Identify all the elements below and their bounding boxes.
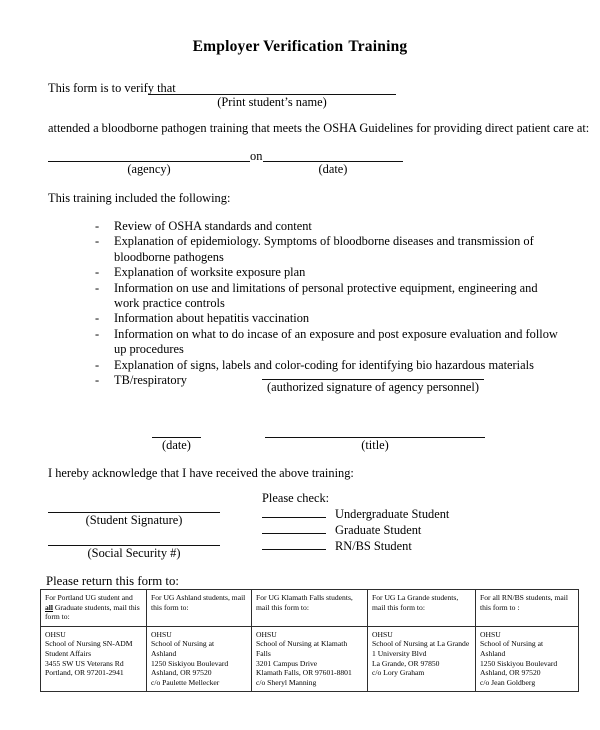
training-included-text: This training included the following:: [48, 191, 231, 205]
address-line: Falls: [256, 648, 271, 658]
list-item-label: TB/respiratory: [114, 373, 187, 388]
agency-caption: (agency): [127, 162, 171, 176]
address-line: 3201 Campus Drive: [256, 658, 318, 668]
list-item: [95, 327, 560, 358]
bullet-dash-icon: -: [95, 280, 100, 295]
address-line: School of Nursing at: [151, 639, 215, 649]
list-item-label: Explanation of worksite exposure plan: [114, 265, 306, 280]
bullet-dash-icon: -: [95, 373, 100, 388]
agency-title-caption: (title): [361, 438, 389, 452]
list-item-label: Review of OSHA standards and content: [114, 219, 312, 233]
address-line: c/o Jean Goldberg: [480, 677, 536, 687]
student-signature-caption: (Student Signature): [85, 513, 183, 527]
address-line: Ashland, OR 97520: [480, 668, 541, 678]
acknowledge-text: I hereby acknowledge that I have received the above training:: [48, 466, 354, 480]
address-line: 1250 Siskiyou Boulevard: [151, 658, 229, 668]
address-line: OHSU: [480, 629, 501, 639]
checkbox-blank[interactable]: [262, 506, 326, 518]
table-cell-address-rnbs: [476, 626, 579, 692]
print-student-name-caption: (Print student’s name): [217, 95, 327, 109]
bullet-dash-icon: -: [95, 219, 100, 233]
authorized-signature-caption: (authorized signature of agency personnel): [267, 380, 479, 394]
list-item: [95, 219, 560, 234]
check-option-graduate[interactable]: [262, 522, 449, 538]
list-item-label: Explanation of epidemiology. Symptoms of bloodborne diseases and transmission of bloodborne pathogens: [114, 234, 534, 264]
address-line: Ashland: [480, 648, 506, 658]
header-text-pre: For UG Ashland students, mail this form to:: [151, 593, 246, 612]
header-text-pre: For UG Klamath Falls students, mail this form to:: [256, 593, 353, 612]
bullet-dash-icon: -: [95, 265, 100, 280]
check-option-undergraduate[interactable]: [262, 506, 449, 522]
please-check-label: Please check:: [262, 491, 330, 505]
list-item-label: Information about hepatitis vaccination: [114, 311, 310, 326]
address-line: School of Nursing at La Grande: [372, 639, 470, 649]
list-item-label: Information on use and limitations of personal protective equipment, engineering and work practice controls: [114, 280, 538, 311]
list-item-label: Explanation of signs, labels and color-coding for identifying bio hazardous materials: [114, 357, 534, 372]
table-cell-address-klamath-falls: [252, 626, 368, 692]
address-line: Portland, OR 97201-2941: [45, 668, 124, 678]
check-option-rnbs[interactable]: [262, 538, 449, 554]
bullet-dash-icon: -: [95, 326, 100, 341]
address-line: School of Nursing at Klamath: [256, 639, 348, 649]
address-line: Ashland: [151, 648, 177, 658]
table-header-cell-klamath-falls: [252, 590, 368, 627]
checkbox-blank[interactable]: [262, 538, 326, 550]
address-line: Student Affairs: [45, 648, 92, 658]
table-header-cell-rnbs: [476, 590, 579, 627]
table-header-cell-la-grande: [368, 590, 476, 627]
address-line: OHSU: [45, 629, 66, 639]
page-title-part-2: Training: [348, 38, 408, 55]
header-text-post: Graduate students, mail this form to:: [45, 602, 140, 622]
table-row-headers: [41, 590, 579, 627]
table-cell-address-portland: [41, 626, 147, 692]
student-type-check-list: [262, 506, 449, 554]
list-item: [95, 358, 560, 373]
bullet-dash-icon: -: [95, 234, 100, 249]
attended-text: attended a bloodborne pathogen training that meets the OSHA Guidelines for providing direct patient care at:: [48, 121, 590, 135]
address-line: OHSU: [372, 629, 393, 639]
table-header-cell-ashland: [147, 590, 252, 627]
table-row-addresses: [41, 626, 579, 692]
bullet-dash-icon: -: [95, 311, 100, 326]
header-text-pre: For Portland UG student and: [45, 593, 133, 602]
address-line: 3455 SW US Veterans Rd: [45, 658, 124, 668]
table-cell-address-ashland: [147, 626, 252, 692]
page-title: [0, 38, 600, 56]
header-text-pre: For all RN/BS students, mail this form to :: [480, 593, 568, 612]
bullet-dash-icon: -: [95, 357, 100, 372]
address-line: La Grande, OR 97850: [372, 658, 440, 668]
address-line: c/o Lory Graham: [372, 668, 425, 678]
check-option-label: Graduate Student: [335, 523, 422, 537]
address-line: 1 University Blvd: [372, 648, 427, 658]
list-item: [95, 265, 560, 280]
list-item: [95, 311, 560, 326]
page-title-part-1: Employer Verification: [192, 38, 344, 55]
address-line: c/o Paulette Mellecker: [151, 677, 220, 687]
checkbox-blank[interactable]: [262, 522, 326, 534]
address-line: School of Nursing SN-ADM: [45, 639, 133, 649]
list-item: [95, 234, 560, 265]
date-caption: (date): [318, 162, 348, 176]
address-line: OHSU: [151, 629, 172, 639]
address-line: 1250 Siskiyou Boulevard: [480, 658, 558, 668]
training-topics-list: [95, 219, 560, 388]
address-line: Klamath Falls, OR 97601-8801: [256, 668, 352, 678]
return-address-table: [40, 589, 579, 692]
social-security-caption: (Social Security #): [87, 546, 181, 560]
list-item-label: Information on what to do incase of an exposure and post exposure evaluation and follow up procedures: [114, 326, 558, 357]
address-line: Ashland, OR 97520: [151, 668, 212, 678]
table-header-cell-portland: [41, 590, 147, 627]
check-option-label: Undergraduate Student: [335, 507, 450, 521]
on-label: on: [250, 149, 263, 163]
header-text-pre: For UG La Grande students, mail this form to:: [372, 593, 459, 612]
please-return-label: Please return this form to:: [46, 574, 179, 588]
list-item: [95, 281, 560, 312]
address-line: c/o Sheryl Manning: [256, 677, 317, 687]
table-cell-address-la-grande: [368, 626, 476, 692]
address-line: OHSU: [256, 629, 277, 639]
check-option-label: RN/BS Student: [335, 539, 412, 553]
address-line: School of Nursing at: [480, 639, 544, 649]
header-text-emphasis: all: [45, 602, 54, 612]
agency-date-caption: (date): [162, 438, 191, 452]
verify-intro-text: This form is to verify that: [48, 81, 176, 95]
